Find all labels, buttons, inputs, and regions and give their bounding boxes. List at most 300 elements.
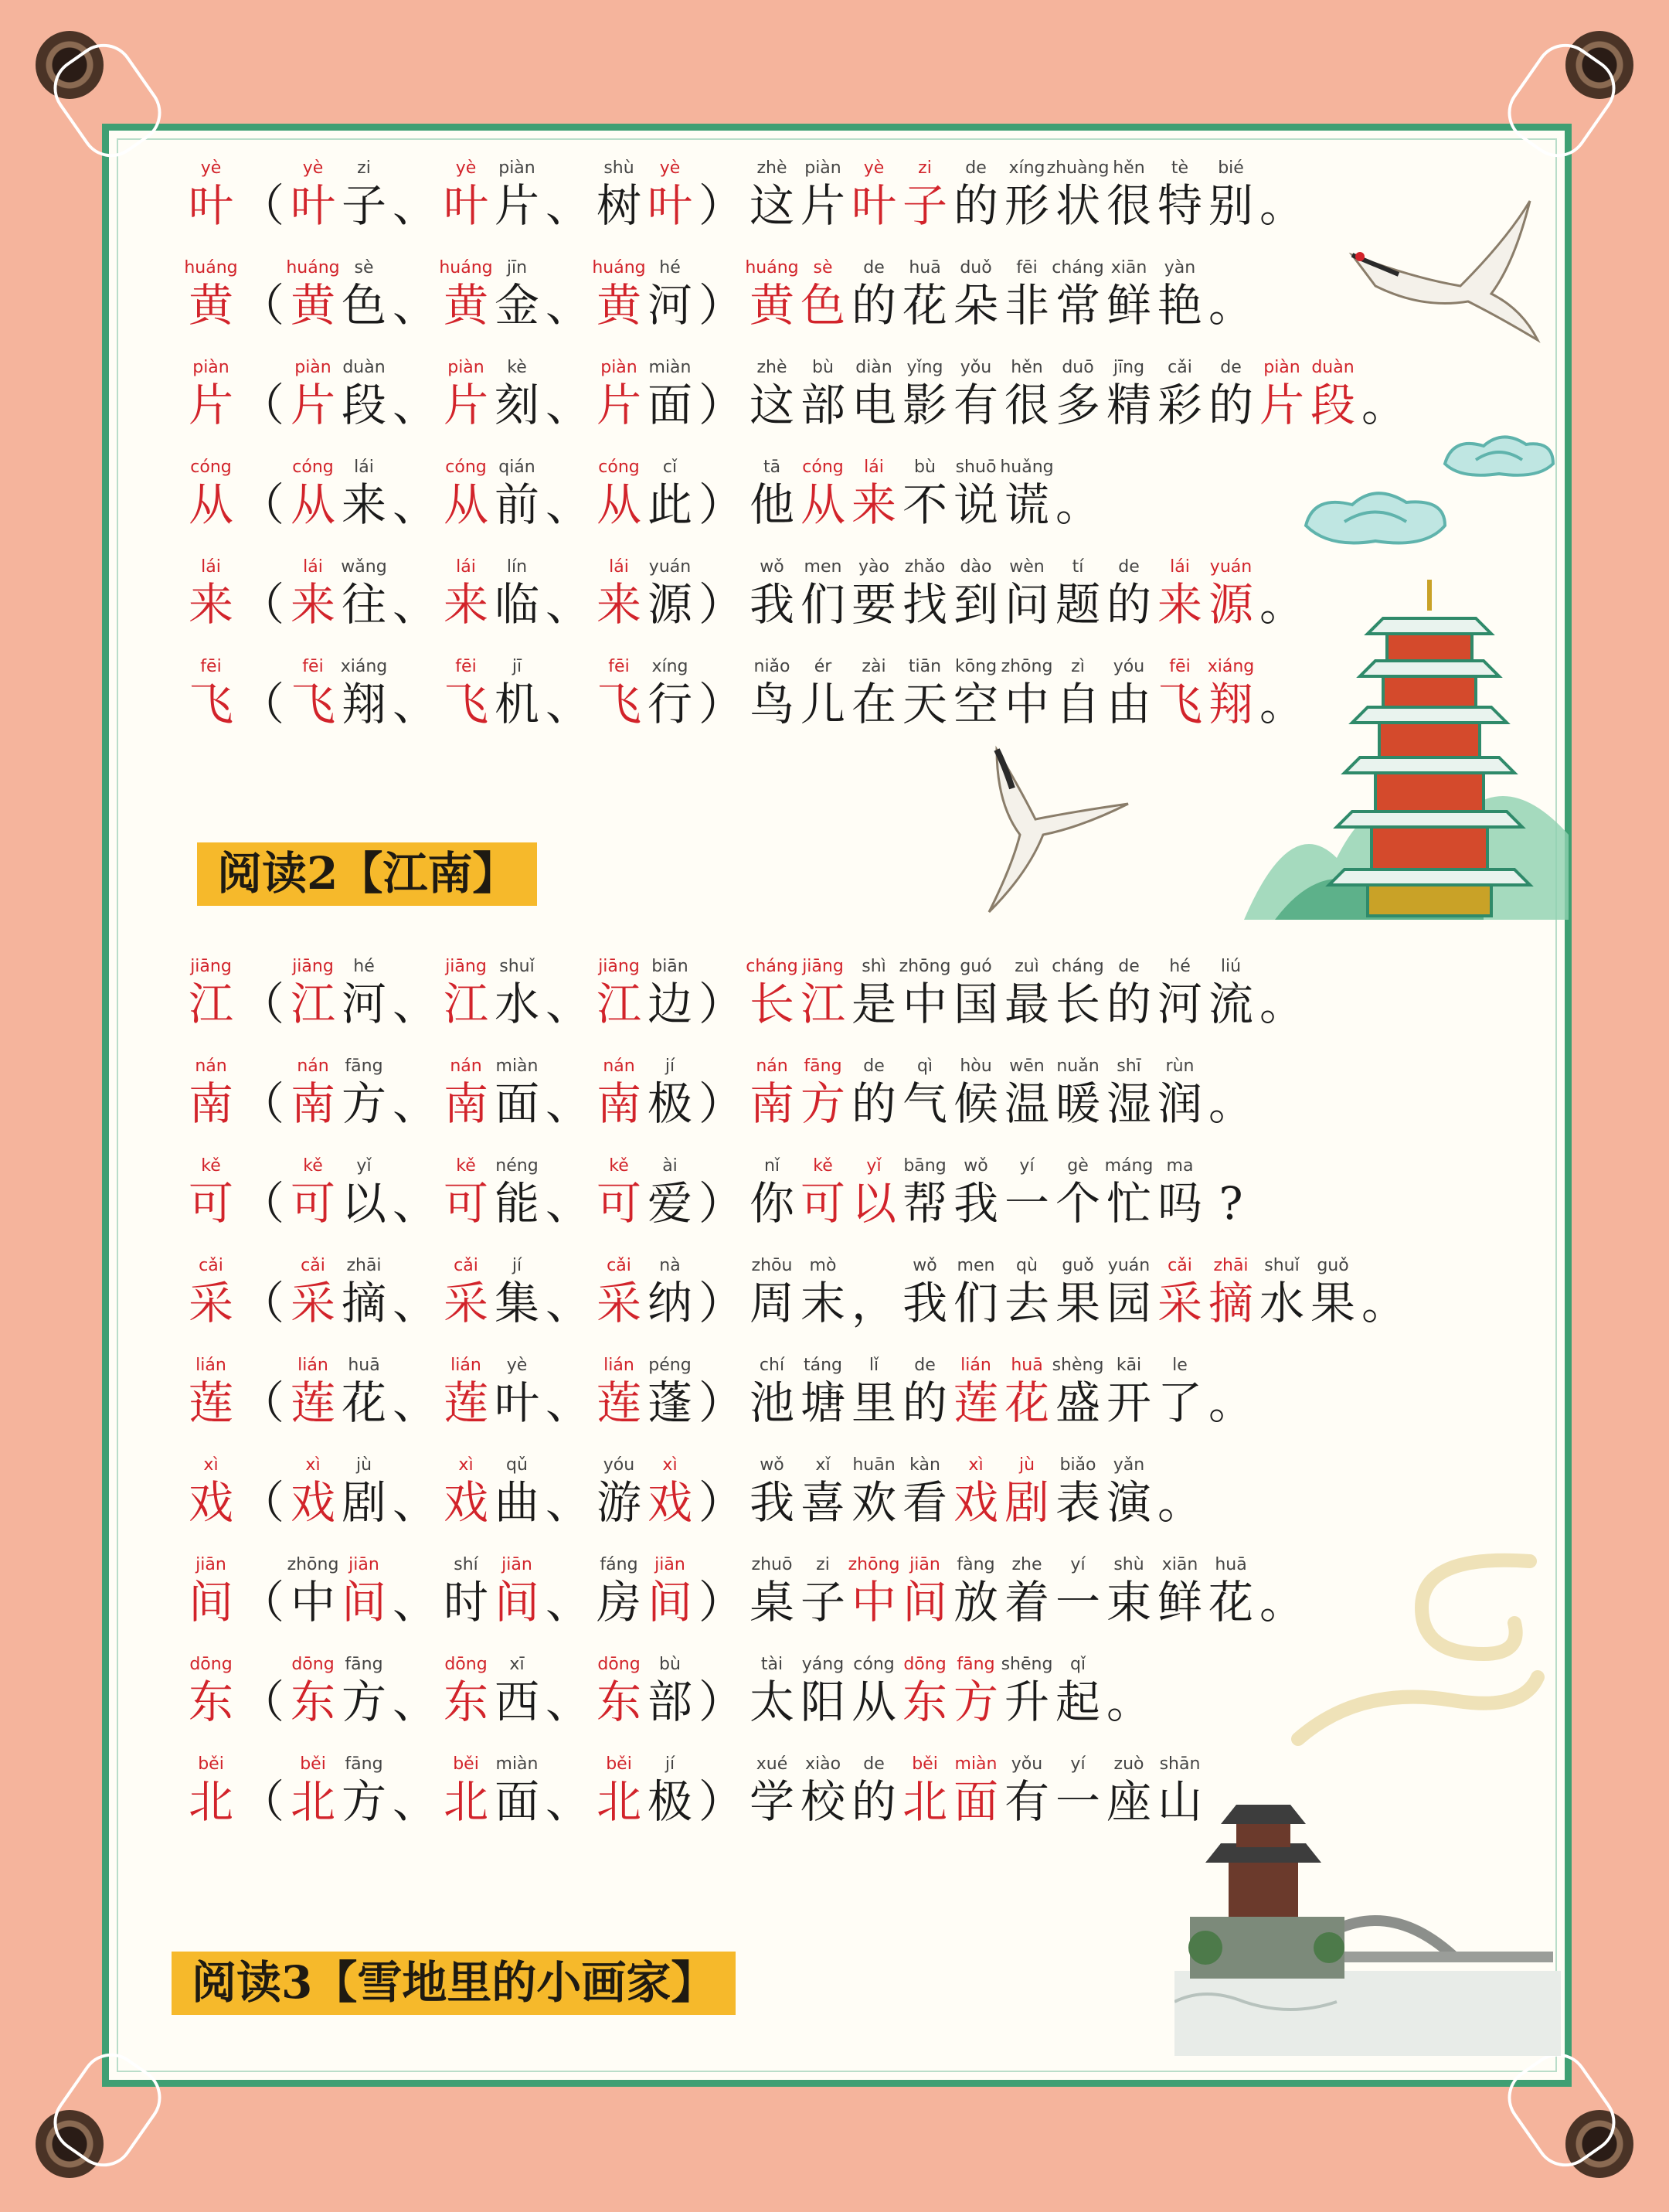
hanzi: 、	[545, 578, 590, 631]
pinyin: lái	[1170, 557, 1190, 577]
hanzi: 池	[749, 1377, 794, 1429]
hanzi: 方	[953, 1676, 998, 1728]
pinyin: yè	[455, 158, 477, 178]
pinyin: zhè	[756, 158, 787, 178]
hanzi: （	[239, 1576, 284, 1628]
pinyin: shí	[454, 1555, 478, 1574]
pinyin: kě	[201, 1156, 221, 1176]
pinyin: yè	[302, 158, 324, 178]
hanzi: 塘	[800, 1377, 845, 1429]
hanzi: 东	[188, 1676, 233, 1728]
hanzi: 色	[341, 279, 386, 332]
hanzi: 去	[1004, 1277, 1049, 1329]
hanzi: 、	[392, 1476, 437, 1529]
pinyin: chí	[759, 1356, 785, 1375]
pinyin: huǎng	[1000, 458, 1054, 477]
pinyin: qì	[916, 1057, 933, 1076]
pinyin: běi	[300, 1754, 326, 1774]
vocab-line	[185, 1754, 1545, 1839]
character	[1205, 557, 1256, 642]
vocab-line	[185, 458, 1545, 543]
pinyin: lián	[450, 1356, 481, 1375]
punctuation	[1205, 258, 1256, 343]
pinyin: zhāi	[346, 1256, 382, 1275]
character	[644, 1555, 695, 1640]
pinyin: jiāng	[292, 957, 334, 976]
hanzi: ）	[698, 379, 743, 431]
character	[185, 557, 236, 642]
pinyin: yè	[659, 158, 681, 178]
character	[338, 657, 389, 742]
pinyin: cǐ	[662, 458, 678, 477]
pinyin: wēn	[1009, 1057, 1045, 1076]
hanzi: 阳	[800, 1676, 845, 1728]
character	[1205, 957, 1256, 1042]
pinyin: tài	[760, 1655, 784, 1674]
pinyin: de	[914, 1356, 936, 1375]
pinyin: lái	[864, 458, 884, 477]
hanzi: （	[239, 1177, 284, 1230]
hanzi: 别	[1208, 179, 1253, 232]
pinyin: jiāng	[598, 957, 640, 976]
vocab-line	[185, 1356, 1545, 1441]
pinyin: de	[1118, 557, 1140, 577]
pinyin: fáng	[600, 1555, 638, 1574]
pinyin: jí	[665, 1754, 675, 1774]
hanzi: 、	[392, 1177, 437, 1230]
pinyin: bié	[1218, 158, 1244, 178]
hanzi: （	[239, 1377, 284, 1429]
hanzi: 东	[443, 1676, 488, 1728]
hanzi: ）	[698, 1077, 743, 1130]
hanzi: 。	[1259, 1576, 1304, 1628]
pinyin: kōng	[954, 657, 998, 676]
hanzi: 候	[953, 1077, 998, 1130]
character	[1205, 158, 1256, 243]
pinyin: yǒu	[1011, 1754, 1043, 1774]
pinyin: yǐ	[866, 1156, 882, 1176]
hanzi: 要	[851, 578, 896, 631]
pinyin: piàn	[600, 358, 637, 377]
hanzi: 间	[341, 1576, 386, 1628]
hanzi: 色	[800, 279, 845, 332]
pinyin: jí	[665, 1057, 675, 1076]
hanzi: 飞	[1157, 678, 1202, 730]
pinyin: zì	[1071, 657, 1085, 676]
pinyin: xì	[305, 1455, 321, 1475]
pinyin: lái	[354, 458, 374, 477]
pinyin: zuì	[1015, 957, 1039, 976]
hanzi: 游	[596, 1476, 641, 1529]
hanzi: 从	[851, 1676, 896, 1728]
character	[185, 1156, 236, 1241]
hanzi: （	[239, 1476, 284, 1529]
hanzi: 北	[443, 1775, 488, 1828]
pinyin: nà	[659, 1256, 681, 1275]
character	[338, 1754, 389, 1839]
character	[644, 1256, 695, 1341]
hanzi: 、	[392, 678, 437, 730]
character	[1154, 1057, 1205, 1142]
hanzi: 能	[494, 1177, 539, 1230]
character	[644, 1754, 695, 1839]
hanzi: 莲	[953, 1377, 998, 1429]
pinyin: tā	[763, 458, 781, 477]
pinyin: fēi	[302, 657, 324, 676]
pinyin: liú	[1220, 957, 1242, 976]
pinyin: men	[804, 557, 842, 577]
pinyin: lái	[303, 557, 323, 577]
pinyin: yào	[858, 557, 889, 577]
punctuation	[1154, 1455, 1205, 1540]
hanzi: 行	[647, 678, 692, 730]
hanzi: 天	[902, 678, 947, 730]
hanzi: ）	[698, 179, 743, 232]
hanzi: 间	[647, 1576, 692, 1628]
character	[644, 957, 695, 1042]
pinyin: xī	[509, 1655, 525, 1674]
hanzi: 一	[1004, 1177, 1049, 1230]
pinyin: jiāng	[445, 957, 487, 976]
hanzi: 采	[188, 1277, 233, 1329]
hanzi: 方	[800, 1077, 845, 1130]
pinyin: hé	[1169, 957, 1191, 976]
pinyin: cóng	[190, 458, 232, 477]
hanzi: 飞	[188, 678, 233, 730]
pinyin: piàn	[447, 358, 484, 377]
hanzi: 蓬	[647, 1377, 692, 1429]
hanzi: 一	[1055, 1775, 1100, 1828]
pinyin: duàn	[342, 358, 386, 377]
pinyin: wǎng	[341, 557, 387, 577]
hanzi: 。	[1157, 1476, 1202, 1529]
pinyin: bù	[812, 358, 834, 377]
pinyin: cǎi	[1168, 358, 1192, 377]
pinyin: zhōng	[899, 957, 951, 976]
crane-icon	[966, 742, 1136, 920]
pinyin: péng	[648, 1356, 692, 1375]
hanzi: 个	[1055, 1177, 1100, 1230]
hanzi: 说	[953, 478, 998, 531]
hanzi: 、	[545, 379, 590, 431]
hanzi: 这	[749, 379, 794, 431]
hanzi: 很	[1004, 379, 1049, 431]
hanzi: 爱	[647, 1177, 692, 1230]
pinyin: kāi	[1116, 1356, 1142, 1375]
hanzi: 开	[1106, 1377, 1151, 1429]
hanzi: 、	[545, 1177, 590, 1230]
pinyin: shuǐ	[499, 957, 535, 976]
hanzi: 的	[851, 1077, 896, 1130]
hanzi: ）	[698, 678, 743, 730]
hanzi: 座	[1106, 1775, 1151, 1828]
hanzi: 非	[1004, 279, 1049, 332]
hanzi: 翔	[341, 678, 386, 730]
pinyin: piàn	[192, 358, 229, 377]
pinyin: běi	[912, 1754, 938, 1774]
hanzi: 房	[596, 1576, 641, 1628]
hanzi: 、	[545, 279, 590, 332]
pinyin: cóng	[445, 458, 487, 477]
pinyin: wǒ	[760, 557, 784, 577]
hanzi: 帮	[902, 1177, 947, 1230]
pinyin: lái	[609, 557, 629, 577]
hanzi: 喜	[800, 1476, 845, 1529]
vocab-line	[185, 1156, 1545, 1241]
hanzi: 北	[902, 1775, 947, 1828]
hanzi: 叶	[851, 179, 896, 232]
pinyin: xíng	[1008, 158, 1045, 178]
hanzi: 长	[1055, 978, 1100, 1030]
character	[338, 1156, 389, 1241]
pinyin: xì	[203, 1455, 219, 1475]
character	[185, 1455, 236, 1540]
hanzi: ）	[698, 279, 743, 332]
hanzi: 放	[953, 1576, 998, 1628]
hanzi: 、	[545, 978, 590, 1030]
hanzi: 花	[1208, 1576, 1253, 1628]
pinyin: bù	[914, 458, 936, 477]
hanzi: ）	[698, 978, 743, 1030]
punctuation	[1256, 1555, 1307, 1640]
hanzi: 片	[800, 179, 845, 232]
character	[644, 1356, 695, 1441]
pinyin: cóng	[292, 458, 334, 477]
character	[185, 1256, 236, 1341]
pinyin: lián	[195, 1356, 226, 1375]
hanzi: 从	[188, 478, 233, 531]
hanzi: 东	[290, 1676, 335, 1728]
hanzi: 影	[902, 379, 947, 431]
vocab-line	[185, 1655, 1545, 1740]
hanzi: 面	[953, 1775, 998, 1828]
character	[491, 557, 542, 642]
hanzi: 。	[1259, 179, 1304, 232]
character	[185, 458, 236, 543]
hanzi: 面	[494, 1077, 539, 1130]
hanzi: 着	[1004, 1576, 1049, 1628]
pinyin: miàn	[954, 1754, 998, 1774]
character	[1205, 657, 1256, 742]
hanzi: 有	[1004, 1775, 1049, 1828]
hanzi: 摘	[1208, 1277, 1253, 1329]
pinyin: xiáng	[1207, 657, 1255, 676]
pinyin: jù	[355, 1455, 372, 1475]
pinyin: kě	[303, 1156, 323, 1176]
hanzi: 儿	[800, 678, 845, 730]
pinyin: yóu	[1113, 657, 1145, 676]
pinyin: ér	[814, 657, 832, 676]
pinyin: wǒ	[760, 1455, 784, 1475]
hanzi: 河	[341, 978, 386, 1030]
character	[491, 1754, 542, 1839]
hanzi: 西	[494, 1676, 539, 1728]
hanzi: 可	[596, 1177, 641, 1230]
pinyin: yóu	[603, 1455, 635, 1475]
character	[338, 557, 389, 642]
hanzi: 从	[800, 478, 845, 531]
pinyin: hé	[659, 258, 681, 277]
character	[491, 1555, 542, 1640]
pinyin: kě	[456, 1156, 476, 1176]
hanzi: 园	[1106, 1277, 1151, 1329]
hanzi: 以	[851, 1177, 896, 1230]
character	[338, 358, 389, 443]
hanzi: 莲	[443, 1377, 488, 1429]
pinyin: lái	[201, 557, 221, 577]
pinyin: cǎi	[199, 1256, 223, 1275]
hanzi: （	[239, 379, 284, 431]
pinyin: yè	[863, 158, 885, 178]
hanzi: 剧	[1004, 1476, 1049, 1529]
hanzi: ）	[698, 1377, 743, 1429]
pinyin: xíng	[651, 657, 688, 676]
pinyin: miàn	[495, 1057, 539, 1076]
character	[338, 1256, 389, 1341]
pinyin: zuò	[1113, 1754, 1144, 1774]
hanzi: 时	[443, 1576, 488, 1628]
pinyin: dōng	[444, 1655, 488, 1674]
hanzi: 面	[494, 1775, 539, 1828]
pinyin: lián	[297, 1356, 328, 1375]
pinyin: hěn	[1011, 358, 1043, 377]
pinyin: yuán	[1209, 557, 1253, 577]
hanzi: 、	[545, 1377, 590, 1429]
pinyin: lín	[506, 557, 528, 577]
hanzi: 黄	[188, 279, 233, 332]
pinyin: cǎi	[1168, 1256, 1192, 1275]
hanzi: 、	[392, 478, 437, 531]
hanzi: 这	[749, 179, 794, 232]
hanzi: 子	[902, 179, 947, 232]
hanzi: 、	[392, 379, 437, 431]
pinyin: guǒ	[1062, 1256, 1094, 1275]
hanzi: 不	[902, 478, 947, 531]
hanzi: 此	[647, 478, 692, 531]
hanzi: 子	[341, 179, 386, 232]
pinyin: zi	[357, 158, 371, 178]
pinyin: qù	[1016, 1256, 1038, 1275]
pinyin: cǎi	[301, 1256, 325, 1275]
hanzi: ）	[698, 1177, 743, 1230]
pinyin: néng	[495, 1156, 539, 1176]
hanzi: 、	[545, 1077, 590, 1130]
hanzi: 南	[749, 1077, 794, 1130]
hanzi: 问	[1004, 578, 1049, 631]
hanzi: 、	[392, 1576, 437, 1628]
hanzi: ）	[698, 478, 743, 531]
character	[491, 1156, 542, 1241]
pinyin: le	[1172, 1356, 1188, 1375]
pinyin: duō	[1062, 358, 1094, 377]
punctuation	[1358, 1256, 1409, 1341]
pinyin: xué	[756, 1754, 788, 1774]
pinyin: běi	[606, 1754, 632, 1774]
character	[1307, 1256, 1358, 1341]
hanzi: 吗	[1157, 1177, 1202, 1230]
pinyin: yǒu	[960, 358, 992, 377]
character	[185, 957, 236, 1042]
hanzi: 鲜	[1106, 279, 1151, 332]
hanzi: 莲	[596, 1377, 641, 1429]
hanzi: 的	[1106, 578, 1151, 631]
hanzi: 。	[1055, 478, 1100, 531]
hanzi: 太	[749, 1676, 794, 1728]
pinyin: fēi	[1169, 657, 1191, 676]
pinyin: yí	[1070, 1555, 1086, 1574]
pinyin: tiān	[908, 657, 942, 676]
character	[185, 1057, 236, 1142]
hanzi: 、	[392, 179, 437, 232]
character	[491, 1455, 542, 1540]
hanzi: 束	[1106, 1576, 1151, 1628]
pinyin: shān	[1159, 1754, 1201, 1774]
vocab-line	[185, 358, 1545, 443]
hanzi: 到	[953, 578, 998, 631]
character	[491, 1655, 542, 1740]
hanzi: 从	[443, 478, 488, 531]
hanzi: ）	[698, 1676, 743, 1728]
hanzi: 是	[851, 978, 896, 1030]
hanzi: 的	[851, 279, 896, 332]
pinyin: máng	[1104, 1156, 1154, 1176]
pinyin: zhuō	[751, 1555, 793, 1574]
hanzi: 莲	[188, 1377, 233, 1429]
hanzi: 方	[341, 1676, 386, 1728]
hanzi: 面	[647, 379, 692, 431]
hanzi: 常	[1055, 279, 1100, 332]
hanzi: 北	[290, 1775, 335, 1828]
character	[1052, 1655, 1103, 1740]
hanzi: （	[239, 478, 284, 531]
pinyin: yǐ	[356, 1156, 372, 1176]
hanzi: 片	[188, 379, 233, 431]
pinyin: xì	[968, 1455, 984, 1475]
pinyin: yí	[1019, 1156, 1035, 1176]
hanzi: ）	[698, 1476, 743, 1529]
character	[491, 158, 542, 243]
vocab-line	[185, 657, 1545, 742]
pinyin: táng	[803, 1356, 842, 1375]
hanzi: 间	[902, 1576, 947, 1628]
hanzi: 往	[341, 578, 386, 631]
pinyin: men	[957, 1256, 995, 1275]
hanzi: 翔	[1208, 678, 1253, 730]
vocab-line	[185, 1057, 1545, 1142]
pinyin: huā	[348, 1356, 380, 1375]
pinyin: dōng	[189, 1655, 233, 1674]
pinyin: hěn	[1113, 158, 1145, 178]
hanzi: （	[239, 978, 284, 1030]
pinyin: piàn	[294, 358, 331, 377]
pinyin: jiāng	[190, 957, 232, 976]
hanzi: 题	[1055, 578, 1100, 631]
hanzi: 。	[1361, 379, 1406, 431]
pinyin: nán	[195, 1057, 227, 1076]
pinyin: zhōng	[1001, 657, 1053, 676]
hanzi: 叶	[188, 179, 233, 232]
pinyin: fēi	[455, 657, 477, 676]
hanzi: 在	[851, 678, 896, 730]
hanzi: 黄	[290, 279, 335, 332]
pinyin: xì	[662, 1455, 678, 1475]
pinyin: cóng	[853, 1655, 895, 1674]
hanzi: 的	[902, 1377, 947, 1429]
character	[644, 258, 695, 343]
pinyin: kě	[609, 1156, 629, 1176]
hanzi: 末	[800, 1277, 845, 1329]
hanzi: 。	[1259, 578, 1304, 631]
